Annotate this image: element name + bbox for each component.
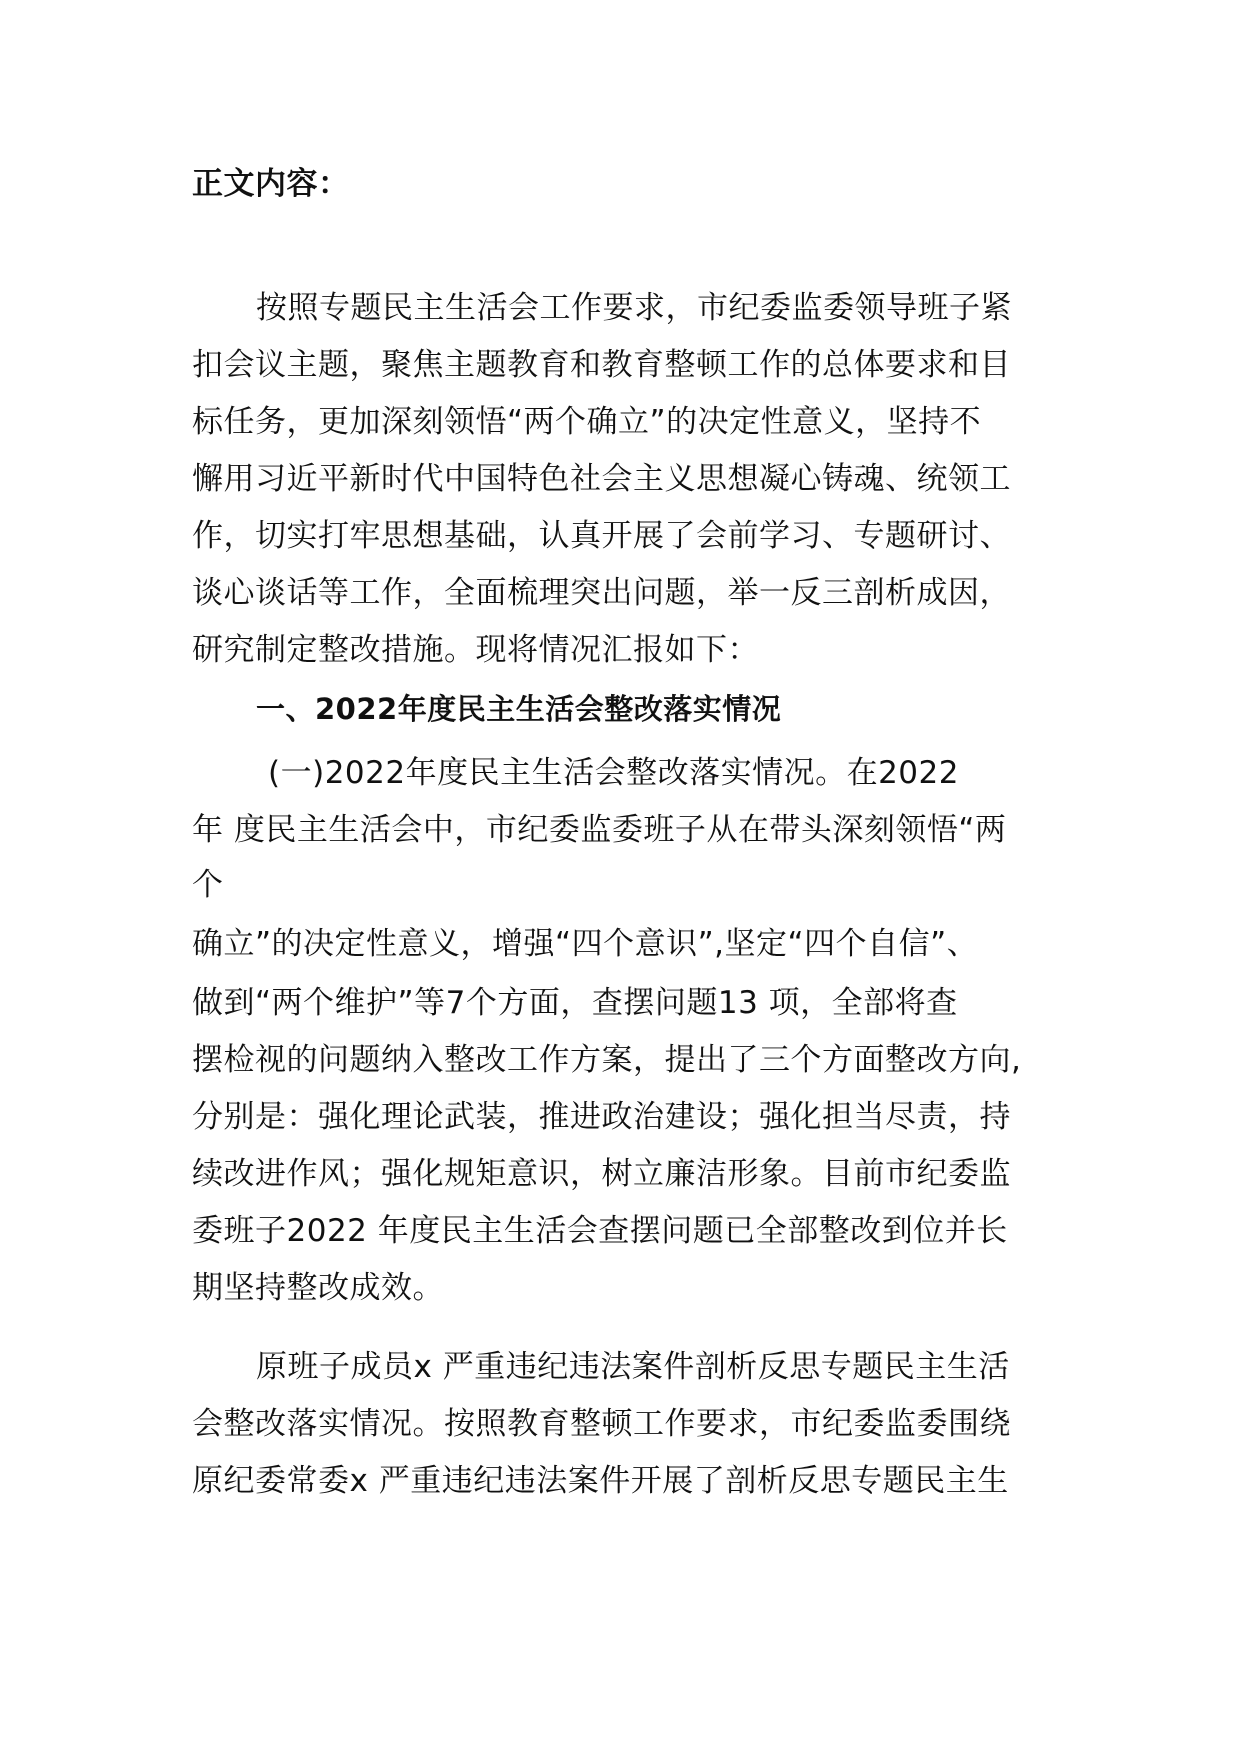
content-heading: 正文内容： [192, 166, 350, 202]
paragraph-2-line: 做到“两个维护”等7个方面，查摆问题13 项，全部将查 [192, 985, 958, 1021]
paragraph-2-line: 确立”的决定性意义，增强“四个意识”,坚定“四个自信”、 [192, 926, 979, 962]
paragraph-1-line: 按照专题民主生活会工作要求，市纪委监委领导班子紧 [256, 290, 1012, 326]
paragraph-2-line: 分别是：强化理论武装，推进政治建设；强化担当尽责，持 [192, 1099, 1011, 1135]
paragraph-1-line: 标任务，更加深刻领悟“两个确立”的决定性意义，坚持不 [192, 404, 982, 440]
paragraph-1-line: 作，切实打牢思想基础，认真开展了会前学习、专题研讨、 [192, 518, 1011, 554]
paragraph-1-line: 谈心谈话等工作，全面梳理突出问题，举一反三剖析成因， [192, 575, 1011, 611]
paragraph-1-line: 懈用习近平新时代中国特色社会主义思想凝心铸魂、统领工 [192, 461, 1011, 497]
paragraph-2-line: 委班子2022 年度民主生活会查摆问题已全部整改到位并长 [192, 1213, 1008, 1249]
paragraph-2-line: 期坚持整改成效。 [192, 1270, 444, 1306]
paragraph-2-line: 续改进作风；强化规矩意识，树立廉洁形象。目前市纪委监 [192, 1156, 1011, 1192]
paragraph-3-line: 原纪委常委x 严重违纪违法案件开展了剖析反思专题民主生 [192, 1463, 1009, 1499]
section-title: 一、2022年度民主生活会整改落实情况 [256, 692, 782, 726]
paragraph-2-line: 年 度民主生活会中，市纪委监委班子从在带头深刻领悟“两 [192, 812, 1007, 848]
paragraph-3-line: 会整改落实情况。按照教育整顿工作要求，市纪委监委围绕 [192, 1406, 1011, 1442]
paragraph-3-line: 原班子成员x 严重违纪违法案件剖析反思专题民主生活 [256, 1349, 1010, 1385]
paragraph-2-line: 个 [192, 867, 224, 903]
paragraph-1-line: 研究制定整改措施。现将情况汇报如下： [192, 632, 759, 668]
paragraph-2-line: 摆检视的问题纳入整改工作方案，提出了三个方面整改方向, [192, 1042, 1022, 1078]
paragraph-2-line: (一)2022年度民主生活会整改落实情况。在2022 [268, 755, 959, 791]
paragraph-1-line: 扣会议主题，聚焦主题教育和教育整顿工作的总体要求和目 [192, 347, 1011, 383]
